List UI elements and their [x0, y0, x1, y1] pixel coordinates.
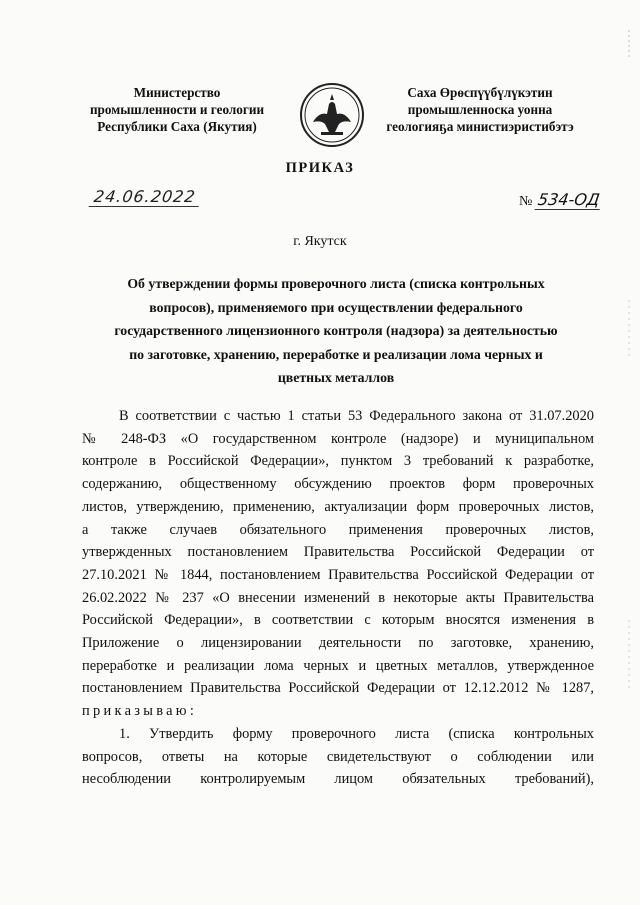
body-line: контроле в Российской Федерации», пунктом 3 требований к разработке,	[82, 453, 594, 470]
item1-line: 1. Утвердить форму проверочного листа (списка контрольных	[119, 725, 594, 742]
order-date	[90, 186, 200, 208]
body-line: переработке и реализации лома черных и цветных металлов, утвержденное	[82, 657, 594, 674]
header-right-line: Саха Өрөспүүбүлүкэтин	[407, 85, 553, 100]
body-line: Российской Федерации», в соответствии с которым вносятся изменения в	[82, 612, 594, 629]
header-right-line: промышленноска уонна	[407, 102, 553, 117]
body-line: № 248-ФЗ «О государственном контроле (надзоре) и муниципальном	[82, 430, 594, 447]
order-number	[519, 190, 601, 210]
ministry-name-yakut	[380, 84, 580, 135]
header-left-line: Министерство	[133, 85, 221, 100]
header-left-line: Республики Саха (Якутия)	[97, 119, 257, 134]
header-left-line: промышленности и геологии	[89, 102, 265, 117]
item1-line: несоблюдении контролируемым лицом обязательных требований),	[82, 771, 594, 788]
subject-line: цветных металлов	[277, 370, 395, 385]
order-subject	[108, 272, 564, 390]
header-right-line: геологияҕа министиэристибэтэ	[386, 119, 574, 134]
ministry-name-russian	[74, 84, 280, 135]
order-number-prefix: №	[519, 194, 533, 209]
subject-line: по заготовке, хранению, переработке и реализации лома черных и	[129, 346, 543, 362]
scan-edge-marks	[626, 0, 632, 905]
body-line: 27.10.2021 № 1844, постановлением Правительства Российской Федерации от	[82, 566, 594, 583]
order-body	[82, 405, 594, 791]
city-line: г. Якутск	[293, 234, 347, 249]
subject-line: государственного лицензионного контроля (надзора) за деятельностью	[114, 323, 558, 338]
coat-of-arms-emblem	[299, 82, 365, 148]
body-line: В соответствии с частью 1 статьи 53 Федерального закона от 31.07.2020	[119, 408, 594, 424]
subject-line: вопросов), применяемого при осуществлении федерального	[149, 299, 523, 315]
body-line: а также случаев обязательного применения проверочных листов,	[82, 521, 594, 538]
document-type-title: ПРИКАЗ	[285, 160, 355, 176]
body-line: Приложение о лицензировании деятельности по заготовке, хранению,	[82, 635, 594, 652]
body-line: 26.02.2022 № 237 «О внесении изменений в некоторые акты Правительства	[82, 589, 594, 606]
body-line: постановлением Правительства Российской Федерации от 12.12.2012 № 1287,	[82, 680, 594, 697]
body-line: утвержденных постановлением Правительства Российской Федерации от	[82, 544, 594, 561]
body-line: листов, утверждению, применению, актуализации форм проверочных листов,	[82, 498, 594, 515]
item1-line: вопросов, ответы на которые свидетельствуют о соблюдении или	[82, 748, 594, 765]
subject-line: Об утверждении формы проверочного листа (списка контрольных	[127, 276, 545, 291]
order-date-value: 24.06.2022	[89, 187, 201, 207]
decree-word: приказываю:	[82, 703, 198, 720]
order-number-value: 534-ОД	[534, 190, 602, 210]
body-line: содержанию, общественному обсуждению проектов форм проверочных	[82, 476, 594, 493]
